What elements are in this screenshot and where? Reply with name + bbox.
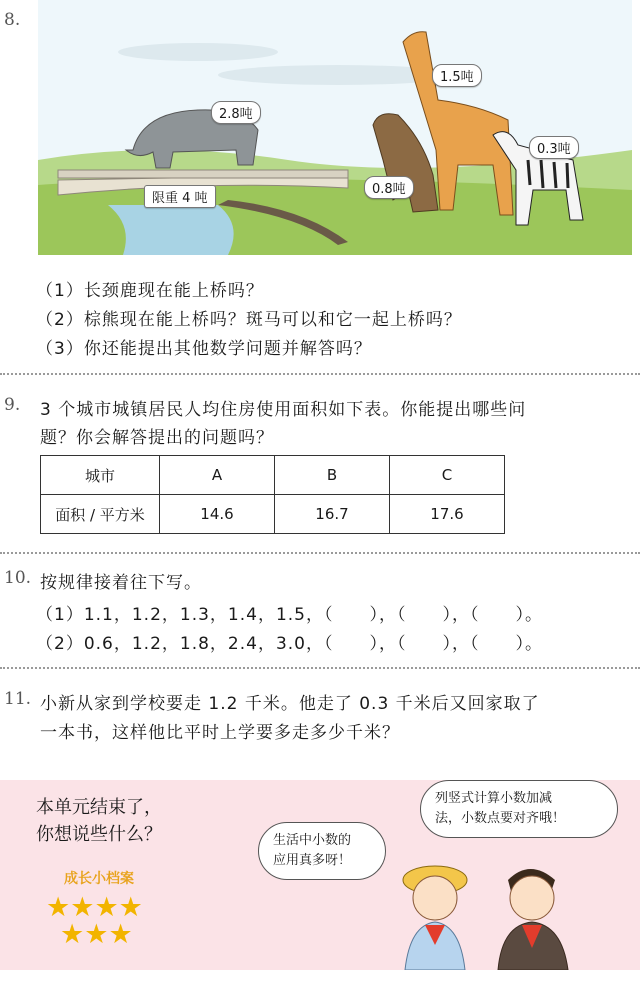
speech-bubble-decimal-alignment <box>420 780 618 838</box>
question-11-number: 11. <box>4 689 32 709</box>
scene-drawing <box>38 0 632 255</box>
star-icon: ★ <box>70 892 95 923</box>
table-cell: 面积 / 平方米 <box>41 495 160 534</box>
summary-prompt <box>36 794 162 848</box>
divider <box>0 373 640 375</box>
table-header-cell: B <box>275 456 390 495</box>
speech-bubble-line: 列竖式计算小数加减 <box>435 791 553 806</box>
star-icon: ★ <box>108 919 133 950</box>
unit-summary-panel <box>0 780 640 970</box>
question-10-item-2: （2）0.6，1.2，1.8，2.4，3.0，（ ），（ ），（ ）。 <box>36 634 543 654</box>
star-rating <box>46 894 186 948</box>
growth-record-label: 成长小档案 <box>64 871 134 887</box>
question-10-item-1: （1）1.1，1.2，1.3，1.4，1.5，（ ），（ ），（ ）。 <box>36 605 543 625</box>
star-icon: ★ <box>84 919 109 950</box>
star-icon: ★ <box>60 919 85 950</box>
question-9-text-line-2: 题？你会解答提出的问题吗？ <box>40 428 274 448</box>
question-8-item-1: （1）长颈鹿现在能上桥吗？ <box>36 281 264 301</box>
table-header-cell: 城市 <box>41 456 160 495</box>
table-cell: 14.6 <box>160 495 275 534</box>
speech-bubble-line: 法，小数点要对齐哦！ <box>435 811 566 826</box>
summary-prompt-line-2: 你想说些什么？ <box>36 824 162 845</box>
table-header-row <box>41 456 505 495</box>
table-cell: 16.7 <box>275 495 390 534</box>
question-11-line-1: 小新从家到学校要走 1.2 千米。他走了 0.3 千米后又回家取了 <box>40 694 540 714</box>
star-icon: ★ <box>94 892 119 923</box>
star-row-2 <box>46 921 186 948</box>
question-11-line-2: 一本书，这样他比平时上学要多走多少千米？ <box>40 723 400 743</box>
question-8-number: 8. <box>4 10 21 30</box>
housing-area-table <box>40 455 505 534</box>
star-icon: ★ <box>46 892 71 923</box>
table-header-cell: C <box>390 456 505 495</box>
divider <box>0 667 640 669</box>
summary-prompt-line-1: 本单元结束了， <box>36 797 162 818</box>
question-8-item-3: （3）你还能提出其他数学问题并解答吗？ <box>36 339 372 359</box>
zebra-weight-label: 0.3吨 <box>529 136 579 159</box>
table-row <box>41 495 505 534</box>
rhino-weight-label: 2.8吨 <box>211 101 261 124</box>
table-header-cell: A <box>160 456 275 495</box>
divider <box>0 552 640 554</box>
question-10-title: 按规律接着往下写。 <box>40 573 202 593</box>
star-icon: ★ <box>118 892 143 923</box>
bear-weight-label: 0.8吨 <box>364 176 414 199</box>
children-illustration <box>380 840 630 970</box>
page-bottom-margin <box>0 970 640 1000</box>
speech-bubble-line: 应用真多呀！ <box>273 853 352 868</box>
speech-bubble-line: 生活中小数的 <box>273 833 352 848</box>
speech-bubble-decimal-usage <box>258 822 386 880</box>
question-9-text-line-1: 3 个城市城镇居民人均住房使用面积如下表。你能提出哪些问 <box>40 400 527 420</box>
bridge-weight-limit-sign: 限重 4 吨 <box>144 185 216 208</box>
question-9-number: 9. <box>4 395 21 415</box>
giraffe-weight-label: 1.5吨 <box>432 64 482 87</box>
question-10-number: 10. <box>4 568 32 588</box>
star-row-1 <box>46 894 186 921</box>
bridge-animals-illustration <box>38 0 632 255</box>
table-cell: 17.6 <box>390 495 505 534</box>
question-8-item-2: （2）棕熊现在能上桥吗？斑马可以和它一起上桥吗？ <box>36 310 462 330</box>
